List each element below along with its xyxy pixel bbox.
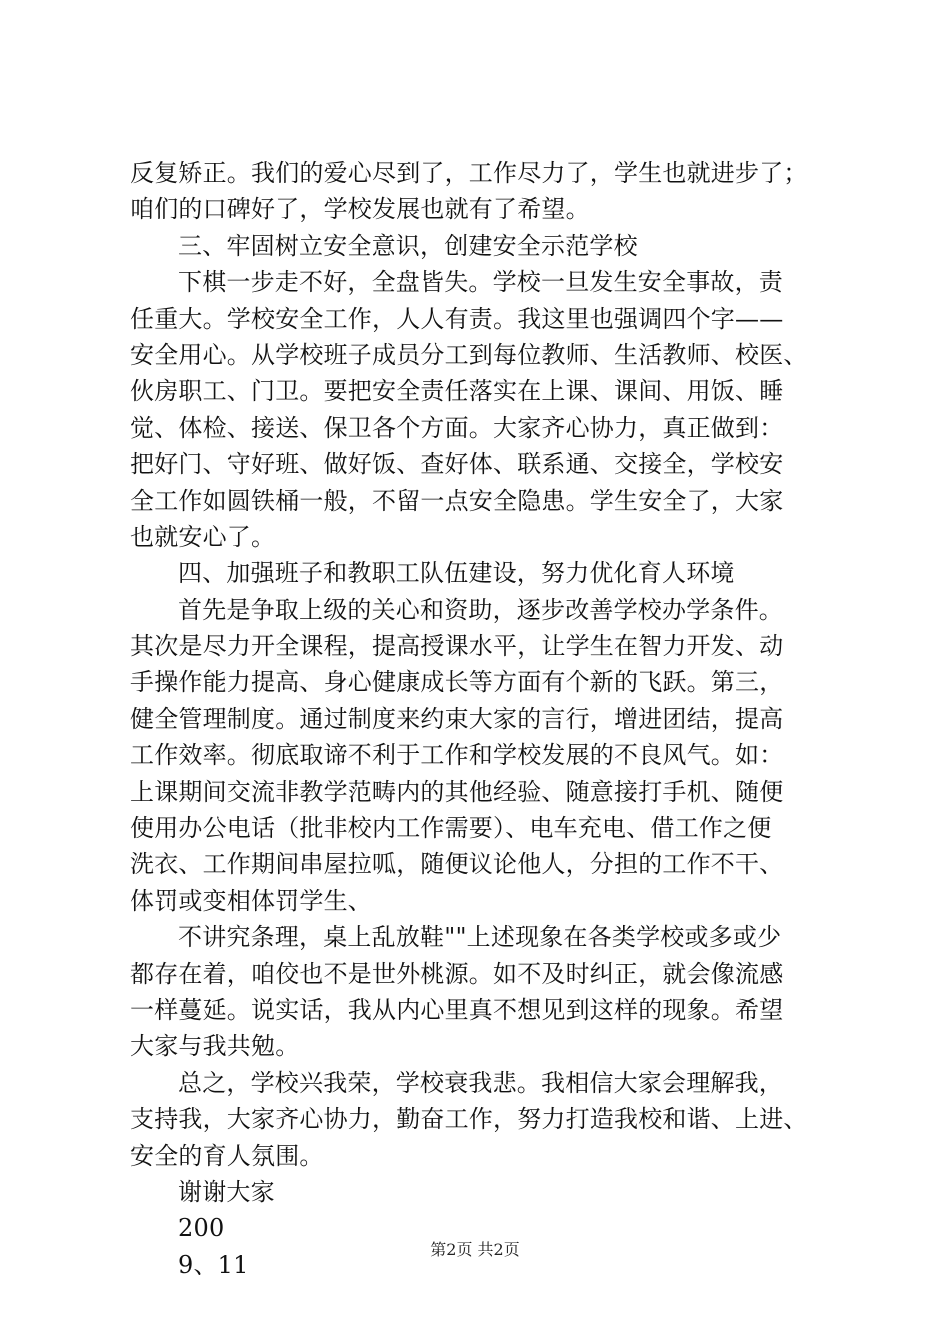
text-line: 总之，学校兴我荣，学校衰我悲。我相信大家会理解我， [178, 1068, 783, 1097]
text-line: 四、加强班子和教职工队伍建设，努力优化育人环境 [178, 559, 735, 588]
body-text [130, 155, 860, 1283]
text-line: 伙房职工、门卫。要把安全责任落实在上课、课间、用饭、睡 [130, 377, 784, 406]
text-line: 反复矫正。我们的爱心尽到了，工作尽力了，学生也就进步了； [130, 159, 808, 187]
text-line: 工作效率。彻底取谛不利于工作和学校发展的不良风气。如： [130, 741, 784, 770]
text-line: 健全管理制度。通过制度来约束大家的言行，增进团结，提高 [130, 704, 784, 733]
text-line: 使用办公电话（批非校内工作需要）、电车充电、借工作之便 [130, 814, 772, 843]
text-line: 不讲究条理，桌上乱放鞋""上述现象在各类学校或多或少 [178, 923, 782, 952]
text-line: 任重大。学校安全工作，人人有责。我这里也强调四个字—— [130, 304, 784, 333]
text-line: 其次是尽力开全课程，提高授课水平，让学生在智力开发、动 [130, 632, 784, 661]
text-line: 大家与我共勉。 [130, 1032, 300, 1061]
text-line: 觉、体检、接送、保卫各个方面。大家齐心协力，真正做到： [130, 413, 784, 442]
text-line: 都存在着，咱佼也不是世外桃源。如不及时纠正，就会像流感 [130, 959, 784, 988]
text-line: 也就安心了。 [130, 522, 276, 551]
page-footer: 第2页 共2页 [430, 1240, 520, 1259]
text-line: 首先是争取上级的关心和资助，逐步改善学校办学条件。 [178, 595, 783, 624]
text-line: 安全用心。从学校班子成员分工到每位教师、生活教师、校医、 [130, 340, 808, 369]
text-line: 谢谢大家 [178, 1177, 275, 1206]
text-line: 安全的育人氛围。 [130, 1141, 324, 1170]
text-line: 全工作如圆铁桶一般，不留一点安全隐患。学生安全了，大家 [130, 486, 784, 515]
text-line: 一样蔓延。说实话，我从内心里真不想见到这样的现象。希望 [130, 995, 784, 1024]
text-line: 支持我，大家齐心协力，勤奋工作，努力打造我校和谐、上进、 [130, 1105, 808, 1134]
text-line: 体罚或变相体罚学生、 [130, 886, 372, 915]
text-line: 下棋一步走不好，全盘皆失。学校一旦发生安全事故，责 [178, 268, 783, 297]
text-line: 三、牢固树立安全意识，创建安全示范学校 [178, 231, 638, 260]
text-line: 上课期间交流非教学范畴内的其他经验、随意接打手机、随便 [130, 777, 784, 806]
text-line: 200 [178, 1214, 225, 1243]
text-line: 手操作能力提高、身心健康成长等方面有个新的飞跃。第三， [130, 668, 784, 697]
text-line: 9、11 [178, 1250, 249, 1279]
text-line: 洗衣、工作期间串屋拉呱，随便议论他人，分担的工作不干、 [130, 850, 784, 879]
text-line: 咱们的口碑好了，学校发展也就有了希望。 [130, 195, 590, 224]
text-line: 把好门、守好班、做好饭、查好体、联系通、交接全，学校安 [130, 450, 784, 479]
